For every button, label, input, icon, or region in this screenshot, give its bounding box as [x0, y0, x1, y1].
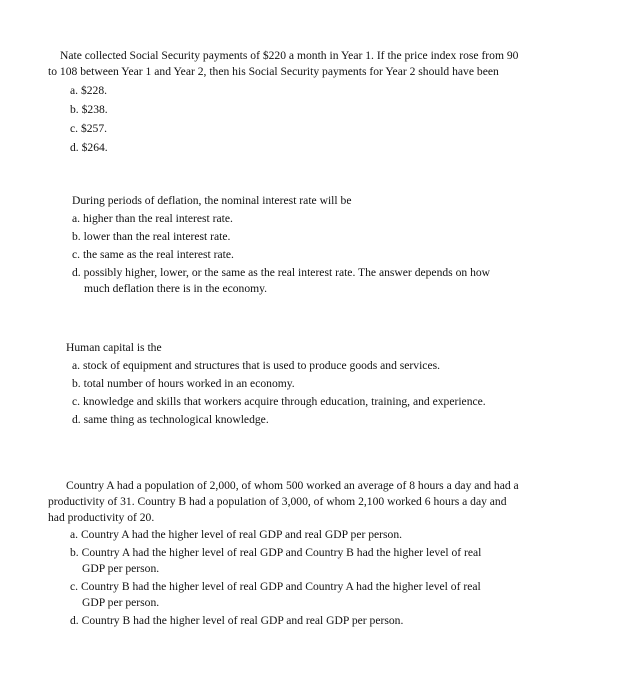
question-4-option-c-line1: c. Country B had the higher level of real GDP and Country A had the higher level of real	[70, 580, 481, 593]
question-4-options	[48, 527, 613, 629]
question-4-stem-line2: productivity of 31. Country B had a population of 3,000, of whom 2,100 worked 6 hours a day and	[48, 495, 507, 508]
question-3	[66, 340, 611, 430]
question-2	[72, 193, 612, 297]
question-4-stem-line3: had productivity of 20.	[48, 511, 155, 524]
question-2-option-c: c. the same as the real interest rate.	[72, 248, 234, 261]
question-3-options	[66, 358, 611, 430]
question-3-stem: Human capital is the	[66, 341, 162, 354]
question-4-option-b-line2: GDP per person.	[82, 562, 160, 575]
question-1-option-d: d. $264.	[70, 141, 108, 154]
question-4-option-a: a. Country A had the higher level of real GDP and real GDP per person.	[70, 528, 403, 541]
question-4	[48, 478, 613, 629]
question-2-option-d-line1: d. possibly higher, lower, or the same as the real interest rate. The answer depends on how	[72, 266, 491, 279]
question-1-options	[48, 83, 608, 159]
question-3-option-c: c. knowledge and skills that workers acquire through education, training, and experience.	[72, 395, 486, 408]
question-1-option-a: a. $228.	[70, 84, 108, 97]
question-2-options	[72, 211, 612, 297]
question-3-option-d: d. same thing as technological knowledge.	[72, 413, 269, 426]
question-1-option-c: c. $257.	[70, 122, 108, 135]
question-2-option-b: b. lower than the real interest rate.	[72, 230, 231, 243]
question-4-option-b	[70, 545, 613, 577]
question-1-stem-line1: Nate collected Social Security payments of $220 a month in Year 1. If the price index rose from 90	[60, 49, 519, 62]
question-4-option-d: d. Country B had the higher level of real GDP and real GDP per person.	[70, 614, 404, 627]
question-4-option-c	[70, 579, 613, 611]
question-4-option-b-line1: b. Country A had the higher level of real GDP and Country B had the higher level of real	[70, 546, 482, 559]
question-4-option-c-line2: GDP per person.	[82, 596, 160, 609]
question-3-option-b: b. total number of hours worked in an economy.	[72, 377, 295, 390]
question-2-option-a: a. higher than the real interest rate.	[72, 212, 233, 225]
question-4-stem-line1: Country A had a population of 2,000, of whom 500 worked an average of 8 hours a day and had a	[66, 479, 519, 492]
question-1-option-b: b. $238.	[70, 103, 108, 116]
question-1	[48, 48, 608, 159]
question-1-stem-line2: to 108 between Year 1 and Year 2, then his Social Security payments for Year 2 should have been	[48, 65, 499, 78]
question-3-option-a: a. stock of equipment and structures that is used to produce goods and services.	[72, 359, 441, 372]
question-2-stem: During periods of deflation, the nominal interest rate will be	[72, 194, 352, 207]
question-2-option-d	[72, 265, 612, 297]
question-2-option-d-line2: much deflation there is in the economy.	[84, 282, 268, 295]
